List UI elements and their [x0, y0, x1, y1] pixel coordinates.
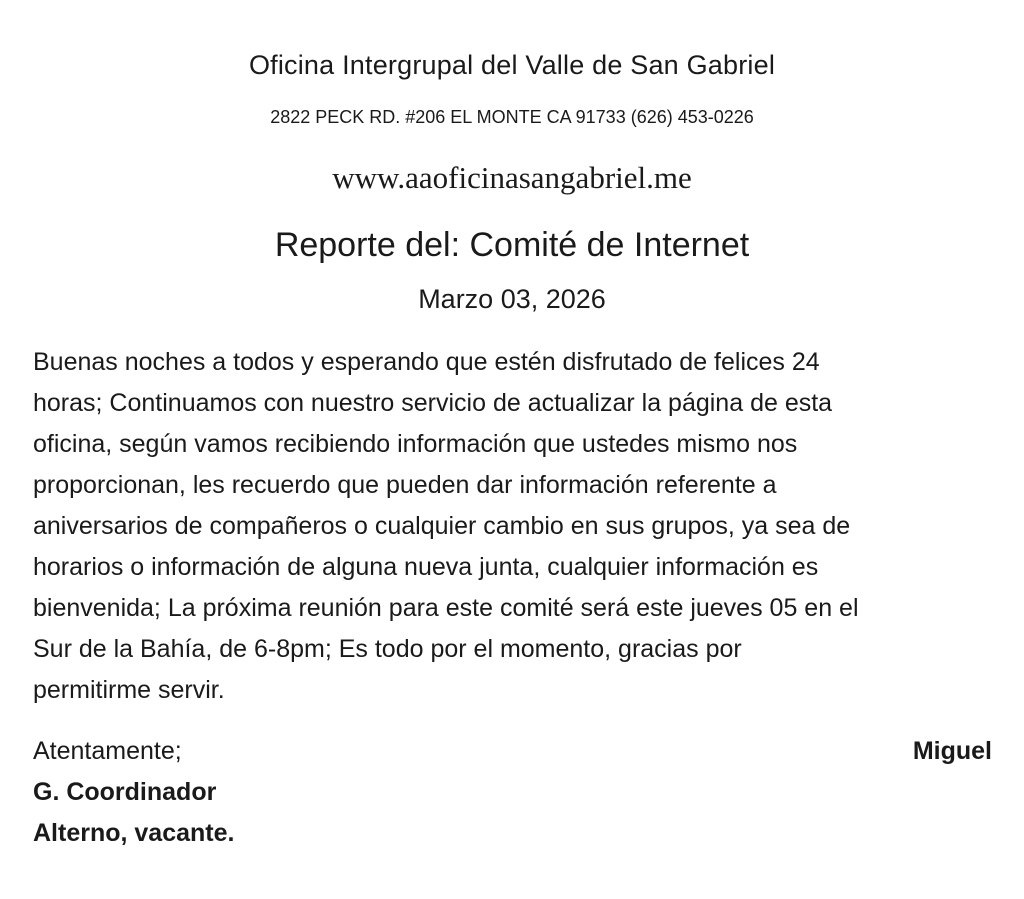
report-date: Marzo 03, 2026: [418, 284, 606, 314]
coordinator-role: G. Coordinador: [33, 778, 217, 806]
closing-block: [33, 731, 234, 854]
body-line: bienvenida; La próxima reunión para este comité será este jueves 05 en el: [33, 594, 859, 622]
body-line: Sur de la Bahía, de 6-8pm; Es todo por el momento, gracias por: [33, 635, 742, 663]
body-line: permitirme servir.: [33, 676, 225, 704]
body-line: aniversarios de compañeros o cualquier cambio en sus grupos, ya sea de: [33, 512, 851, 540]
report-title: Reporte del: Comité de Internet: [274, 226, 750, 264]
report-body: [33, 342, 1003, 711]
body-line: Buenas noches a todos y esperando que estén disfrutado de felices 24: [33, 348, 820, 376]
body-line: proporcionan, les recuerdo que pueden dar información referente a: [33, 471, 777, 499]
body-line: horas; Continuamos con nuestro servicio de actualizar la página de esta: [33, 389, 833, 417]
office-address: 2822 PECK RD. #206 EL MONTE CA 91733 (626) 453-0226: [270, 107, 754, 127]
alternate-status: Alterno, vacante.: [33, 819, 235, 847]
body-line: oficina, según vamos recibiendo información que ustedes mismo nos: [33, 430, 798, 458]
website-url: www.aaoficinasangabriel.me: [332, 160, 692, 195]
organization-name: Oficina Intergrupal del Valle de San Gabriel: [248, 50, 776, 80]
body-line: horarios o información de alguna nueva junta, cualquier información es: [33, 553, 819, 581]
signer-name: Miguel: [912, 737, 992, 765]
closing-salutation: Atentamente;: [33, 737, 182, 765]
